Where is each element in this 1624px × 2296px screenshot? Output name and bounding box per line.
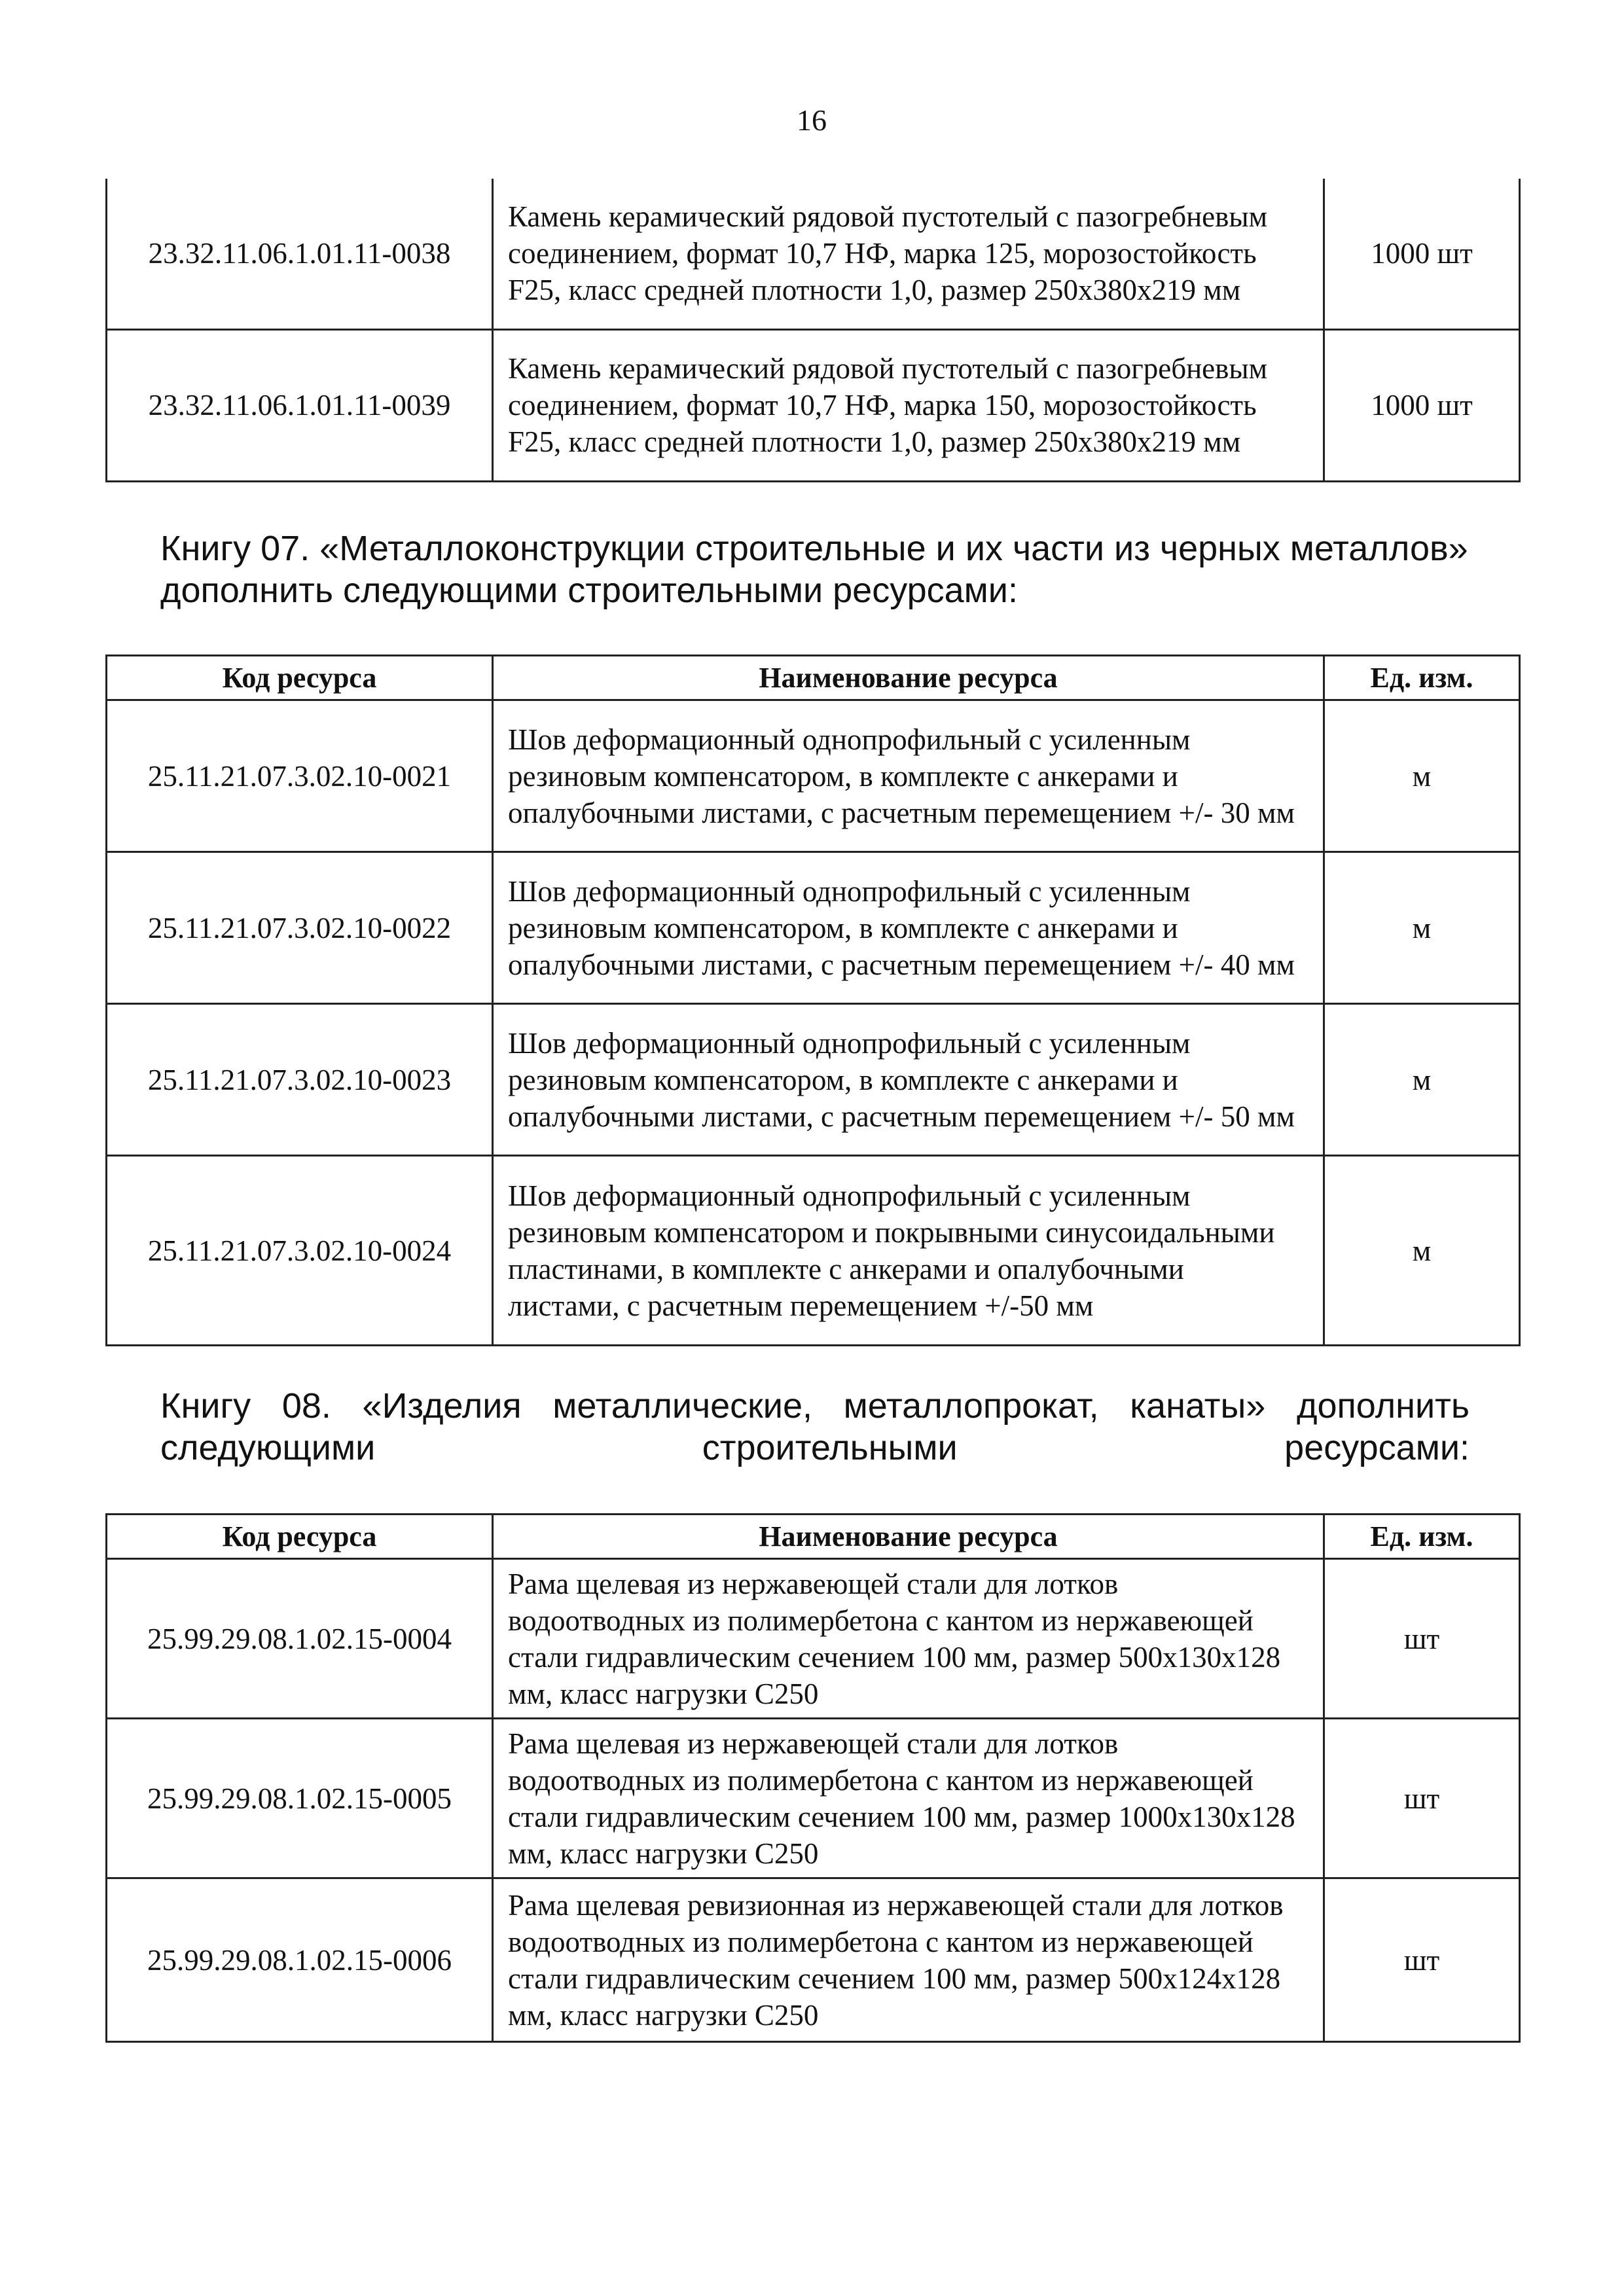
resource-unit: 1000 шт: [1324, 179, 1520, 329]
resource-code: 25.11.21.07.3.02.10-0023: [107, 1004, 493, 1156]
resource-name: Шов деформационный однопрофильный с усиленным резиновым компенсатором, в комплекте с анкерами и опалубочными листами, с расчетным перемещением +/- 40 мм: [493, 852, 1324, 1004]
resource-unit: м: [1324, 852, 1520, 1004]
table-row: [107, 1156, 1520, 1346]
resource-name: Рама щелевая из нержавеющей стали для лотков водоотводных из полимербетона с кантом из нержавеющей стали гидравлическим сечением 100 мм, размер 500х130х128 мм, класс нагрузки С250: [493, 1559, 1324, 1719]
section-07-heading: Книгу 07. «Металлоконструкции строительные и их части из черных металлов» дополнить следующими строительными ресурсами:: [160, 529, 1468, 610]
resource-name: Шов деформационный однопрофильный с усиленным резиновым компенсатором и покрывными синусоидальными пластинами, в комплекте с анкерами и опалубочными листами, с расчетным перемещением +/-50 мм: [493, 1156, 1324, 1346]
header-unit: Ед. изм.: [1324, 1515, 1520, 1559]
table-header-row: [107, 656, 1520, 700]
resource-table-book-07: [105, 655, 1521, 1346]
resource-name: Рама щелевая ревизионная из нержавеющей стали для лотков водоотводных из полимербетона с кантом из нержавеющей стали гидравлическим сечением 100 мм, размер 500х124х128 мм, класс нагрузки С250: [493, 1878, 1324, 2042]
resource-code: 23.32.11.06.1.01.11-0039: [107, 329, 493, 481]
resource-unit: шт: [1324, 1559, 1520, 1719]
resource-name: Шов деформационный однопрофильный с усиленным резиновым компенсатором, в комплекте с анкерами и опалубочными листами, с расчетным перемещением +/- 50 мм: [493, 1004, 1324, 1156]
resource-name: Рама щелевая из нержавеющей стали для лотков водоотводных из полимербетона с кантом из нержавеющей стали гидравлическим сечением 100 мм, размер 1000х130х128 мм, класс нагрузки С250: [493, 1719, 1324, 1878]
resource-name: Шов деформационный однопрофильный с усиленным резиновым компенсатором, в комплекте с анкерами и опалубочными листами, с расчетным перемещением +/- 30 мм: [493, 700, 1324, 852]
resource-code: 25.11.21.07.3.02.10-0022: [107, 852, 493, 1004]
page-number: 16: [797, 103, 827, 137]
header-name: Наименование ресурса: [493, 1515, 1324, 1559]
table-header-row: [107, 1515, 1520, 1559]
resource-table-continuation: [105, 179, 1521, 482]
resource-unit: м: [1324, 700, 1520, 852]
resource-name: Камень керамический рядовой пустотелый с пазогребневым соединением, формат 10,7 НФ, марка 125, морозостойкость F25, класс средней плотности 1,0, размер 250х380х219 мм: [493, 179, 1324, 329]
section-08-heading: Книгу 08. «Изделия металлические, металлопрокат, канаты» дополнить следующими строительными ресурсами:: [160, 1386, 1470, 1467]
table-row: [107, 1004, 1520, 1156]
resource-unit: 1000 шт: [1324, 329, 1520, 481]
resource-code: 25.99.29.08.1.02.15-0006: [107, 1878, 493, 2042]
resource-code: 23.32.11.06.1.01.11-0038: [107, 179, 493, 329]
table-row: [107, 179, 1520, 329]
resource-unit: м: [1324, 1004, 1520, 1156]
table-row: [107, 852, 1520, 1004]
header-name: Наименование ресурса: [493, 656, 1324, 700]
resource-code: 25.11.21.07.3.02.10-0021: [107, 700, 493, 852]
table-row: [107, 1719, 1520, 1878]
resource-code: 25.99.29.08.1.02.15-0005: [107, 1719, 493, 1878]
table-row: [107, 1559, 1520, 1719]
table-row: [107, 329, 1520, 481]
resource-table-book-08: [105, 1513, 1521, 2043]
header-code: Код ресурса: [107, 1515, 493, 1559]
resource-code: 25.11.21.07.3.02.10-0024: [107, 1156, 493, 1346]
resource-name: Камень керамический рядовой пустотелый с пазогребневым соединением, формат 10,7 НФ, марка 150, морозостойкость F25, класс средней плотности 1,0, размер 250х380х219 мм: [493, 329, 1324, 481]
table-row: [107, 700, 1520, 852]
resource-unit: шт: [1324, 1878, 1520, 2042]
resource-unit: шт: [1324, 1719, 1520, 1878]
header-code: Код ресурса: [107, 656, 493, 700]
header-unit: Ед. изм.: [1324, 656, 1520, 700]
resource-unit: м: [1324, 1156, 1520, 1346]
table-row: [107, 1878, 1520, 2042]
resource-code: 25.99.29.08.1.02.15-0004: [107, 1559, 493, 1719]
